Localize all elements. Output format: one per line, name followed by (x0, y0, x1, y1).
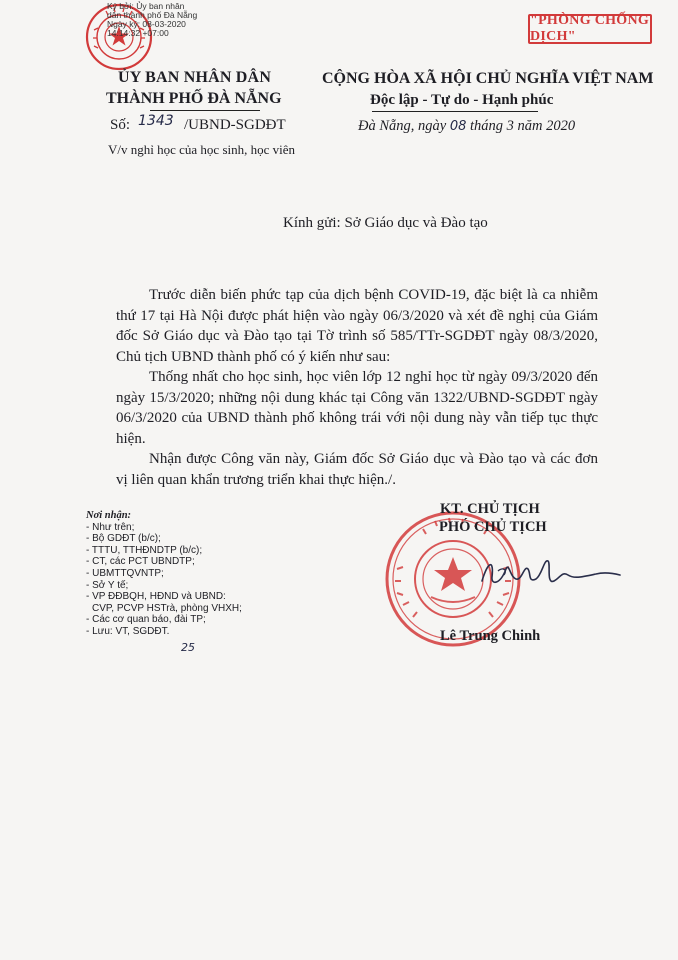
issuer-line-2: THÀNH PHỐ ĐÀ NẴNG (106, 90, 282, 107)
recipients-list (86, 510, 242, 638)
recipient-item: - Như trên; (86, 521, 135, 533)
handwritten-count: 25 (181, 641, 195, 654)
body-paragraph-2: Thống nhất cho học sinh, học viên lớp 12 nghỉ học từ ngày 09/3/2020 đến ngày 15/3/2020; những nội dung khác tại Công văn 1322/UBND-SGDĐT ngày 06/3/2020 của UBND thành phố không trái với nội dung này vẫn tiếp tục thực hiện. (116, 369, 598, 447)
recipient-item: - VP ĐĐBQH, HĐND và UBND: (86, 591, 226, 603)
date-rest: tháng 3 năm 2020 (470, 118, 576, 134)
body-paragraph-1: Trước diễn biến phức tạp của dịch bệnh COVID-19, đặc biệt là ca nhiễm thứ 17 tại Hà Nội được phát hiện vào ngày 06/3/2020 và xét đề nghị của Giám đốc Sở Giáo dục và Đào tạo tại Tờ trình số 585/TTr-SGDĐT ngày 08/3/2020, Chủ tịch UBND thành phố có ý kiến như sau: (116, 287, 598, 365)
doc-number-label: Số: (110, 117, 131, 133)
doc-number-value: 1343 (138, 113, 174, 129)
date-prefix: Đà Nẵng, ngày (358, 118, 447, 134)
date-day: 08 (449, 119, 467, 134)
signature-line: Ngày ký: 08-03-2020 (107, 19, 186, 29)
greeting: Kính gửi: Sở Giáo dục và Đào tạo (283, 215, 488, 231)
signature-line: Ký bởi: Ủy ban nhân (107, 1, 185, 11)
signature-line: 14:14:32 +07:00 (107, 28, 169, 38)
recipient-item: - Bộ GDĐT (b/c); (86, 533, 161, 545)
handwritten-signature (478, 551, 623, 596)
issuer-line-1: ỦY BAN NHÂN DÂN (118, 69, 272, 86)
recipient-item: - Sở Y tế; (86, 579, 129, 591)
divider (372, 111, 538, 112)
national-motto: Độc lập - Tự do - Hạnh phúc (370, 92, 554, 108)
signatory-title-2: PHÓ CHỦ TỊCH (439, 519, 547, 535)
recipients-heading: Nơi nhận: (86, 510, 132, 521)
recipient-item: - Lưu: VT, SGDĐT. (86, 625, 170, 637)
recipient-item: - Các cơ quan báo, đài TP; (86, 614, 206, 626)
recipient-item: - TTTU, TTHĐNDTP (b/c); (86, 544, 203, 556)
recipient-item: - CT, các PCT UBNDTP; (86, 556, 195, 568)
divider (150, 110, 260, 111)
recipient-item: - UBMTTQVNTP; (86, 567, 164, 579)
doc-number-code: /UBND-SGDĐT (184, 117, 286, 133)
signatory-name: Lê Trung Chinh (440, 628, 541, 644)
epidemic-prevention-stamp: "PHÒNG CHỐNG DỊCH" (528, 14, 652, 44)
digital-signature-info (107, 2, 197, 38)
signature-line: dân thành phố Đà Nẵng (107, 10, 198, 20)
signatory-title-1: KT. CHỦ TỊCH (440, 501, 540, 517)
subject-line: V/v nghỉ học của học sinh, học viên (108, 142, 296, 157)
body-paragraph-3: Nhận được Công văn này, Giám đốc Sở Giáo dục và Đào tạo và các đơn vị liên quan khẩn trương triển khai thực hiện./. (116, 451, 598, 488)
recipient-item: CVP, PCVP HSTrà, phòng VHXH; (92, 602, 242, 614)
national-title: CỘNG HÒA XÃ HỘI CHỦ NGHĨA VIỆT NAM (322, 70, 654, 87)
issue-date (358, 118, 575, 135)
